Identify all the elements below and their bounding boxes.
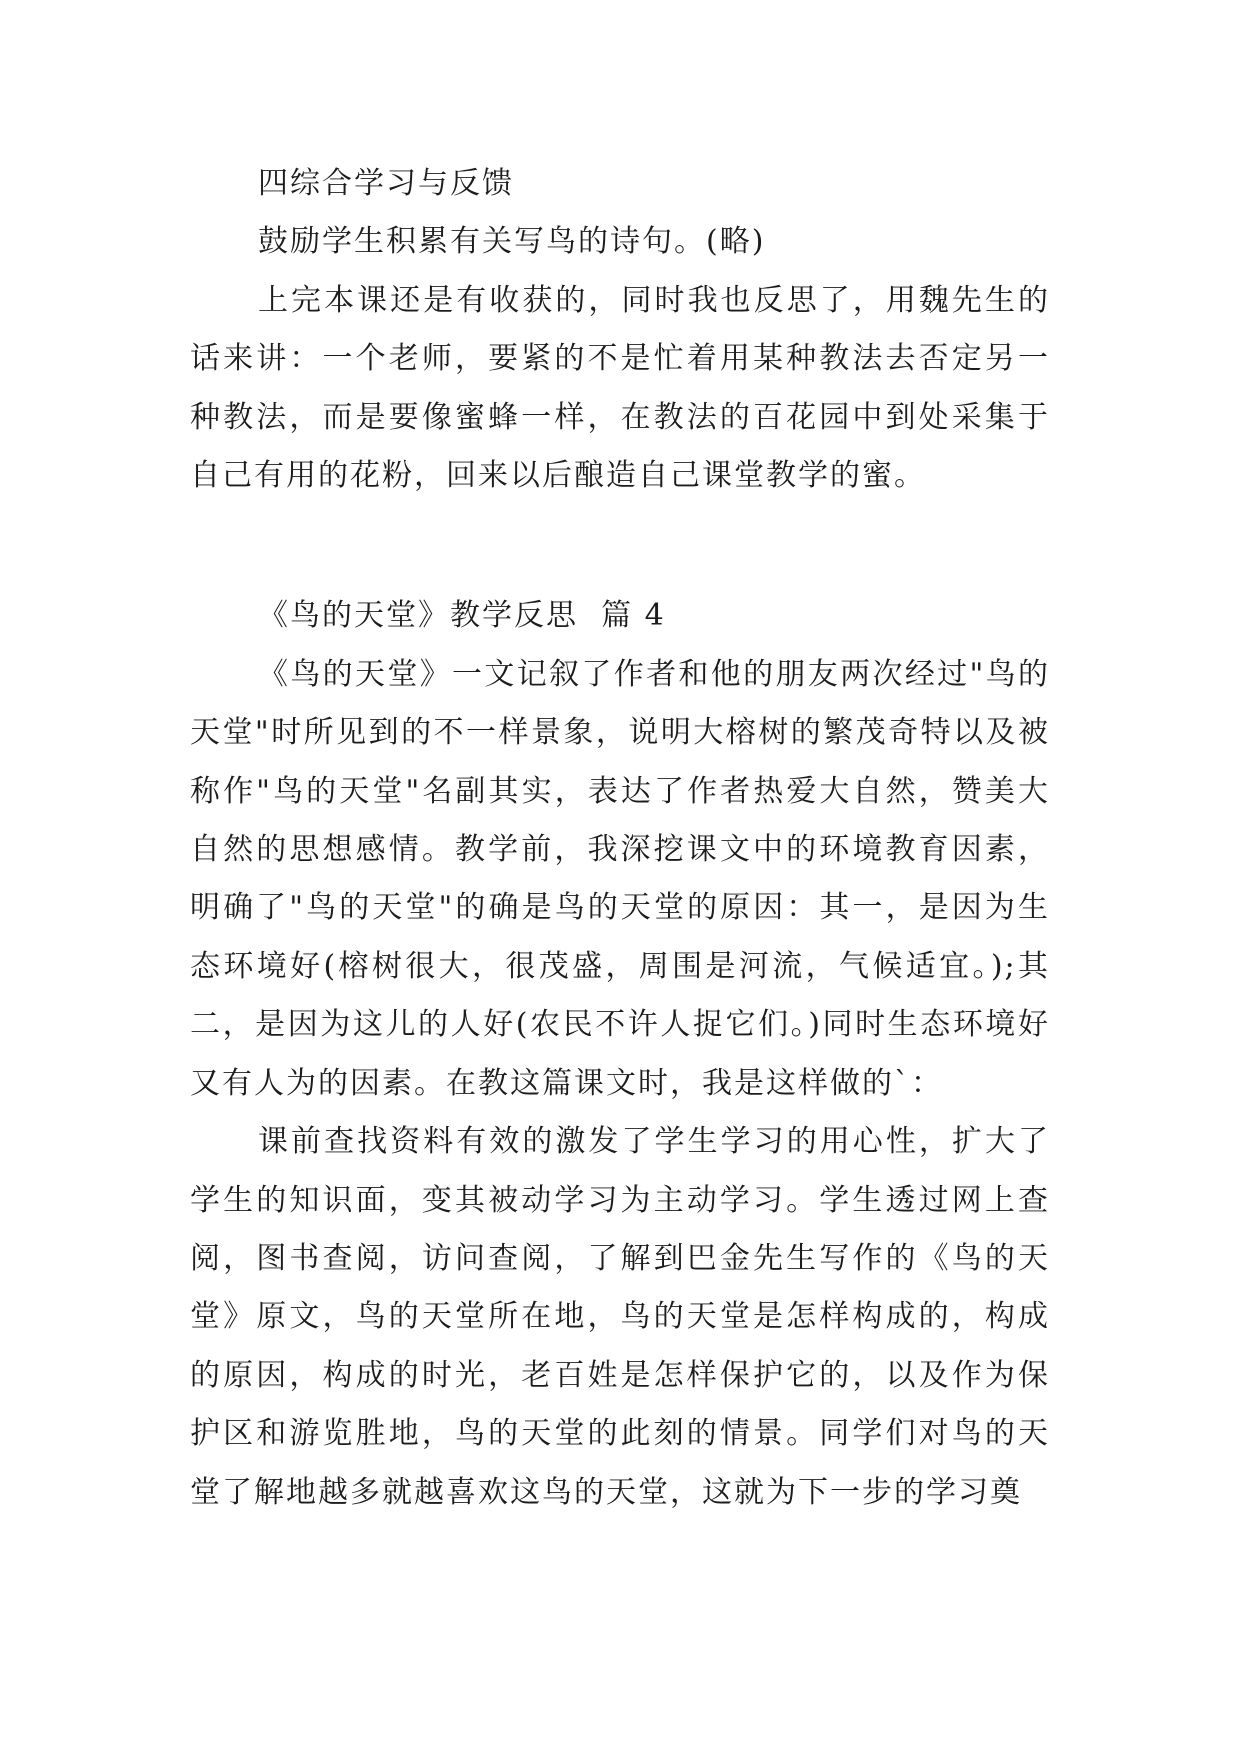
paragraph-poem-collection: 鼓励学生积累有关写鸟的诗句。(略) [258,224,766,260]
section-gap [190,505,1050,587]
paragraph-reflection: 上完本课还是有收获的，同时我也反思了，用魏先生的话来讲：一个老师，要紧的不是忙着用某种教法去否定另一种教法，而是要像蜜蜂一样，在教法的百花园中到处采集于自己有用的花粉，回来以后酿造自己课堂教学的蜜。 [190,282,1050,494]
paragraph-lesson-summary: 《鸟的天堂》一文记叙了作者和他的朋友两次经过"鸟的天堂"时所见到的不一样景象，说明大榕树的繁茂奇特以及被称作"鸟的天堂"名副其实，表达了作者热爱大自然，赞美大自然的思想感情。教学前，我深挖课文中的环境教育因素，明确了"鸟的天堂"的确是鸟的天堂的原因：其一，是因为生态环境好(榕树很大，很茂盛，周围是河流，气候适宜。);其二，是因为这儿的人好(农民不许人捉它们。)同时生态环境好又有人为的因素。在教这篇课文时，我是这样做的`： [190,656,1050,1101]
paragraph-pre-class-research: 课前查找资料有效的激发了学生学习的用心性，扩大了学生的知识面，变其被动学习为主动学习。学生透过网上查阅，图书查阅，访问查阅，了解到巴金先生写作的《鸟的天堂》原文，鸟的天堂所在地，鸟的天堂是怎样构成的，构成的原因，构成的时光，老百姓是怎样保护它的，以及作为保护区和游览胜地，鸟的天堂的此刻的情景。同学们对鸟的天堂了解地越多就越喜欢这鸟的天堂，这就为下一步的学习奠 [190,1124,1050,1510]
section-heading-comprehensive-learning: 四综合学习与反馈 [258,166,514,201]
section-heading-lesson-reflection: 《鸟的天堂》教学反思 篇 4 [258,598,666,634]
document-page [190,155,1050,1522]
